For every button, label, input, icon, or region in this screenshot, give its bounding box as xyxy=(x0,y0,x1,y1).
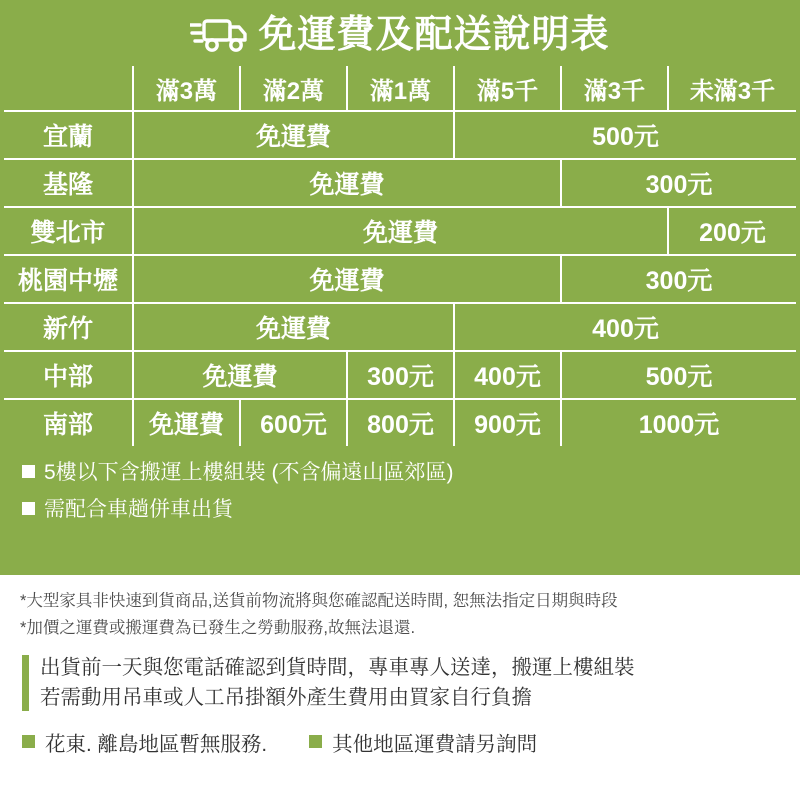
region-label: 雙北市 xyxy=(4,207,133,255)
footer-note-left: 花東. 離島地區暫無服務. xyxy=(45,732,268,756)
column-header: 滿2萬 xyxy=(240,66,347,111)
footer-note-right: 其他地區運費請另詢問 xyxy=(332,732,538,756)
square-bullet-icon xyxy=(22,735,35,748)
fee-cell: 800元 xyxy=(347,399,454,446)
fee-cell: 免運費 xyxy=(133,351,347,399)
square-bullet-icon xyxy=(22,502,35,515)
fee-cell: 200元 xyxy=(668,207,796,255)
fee-cell: 免運費 xyxy=(133,159,561,207)
fineprint-line: *大型家具非快速到貨商品,送貨前物流將與您確認配送時間, 恕無法指定日期與時段 xyxy=(20,592,618,610)
column-header: 未滿3千 xyxy=(668,66,796,111)
column-header: 滿3千 xyxy=(561,66,668,111)
region-label: 中部 xyxy=(4,351,133,399)
notes-list xyxy=(0,456,800,523)
note-text: 需配合車趟併車出貨 xyxy=(44,498,233,521)
table-corner-cell xyxy=(4,66,133,111)
region-label: 桃園中壢 xyxy=(4,255,133,303)
fee-cell: 免運費 xyxy=(133,399,240,446)
shipping-fee-table xyxy=(4,66,796,446)
page-header xyxy=(0,0,800,66)
highlight-block xyxy=(22,655,782,711)
vertical-bar-icon xyxy=(22,655,29,711)
column-header: 滿5千 xyxy=(454,66,561,111)
fee-cell: 500元 xyxy=(454,111,796,159)
square-bullet-icon xyxy=(22,465,35,478)
fee-cell: 900元 xyxy=(454,399,561,446)
highlight-line: 若需動用吊車或人工吊掛額外產生費用由買家自行負擔 xyxy=(40,686,532,710)
region-label: 新竹 xyxy=(4,303,133,351)
note-item xyxy=(22,456,800,486)
fee-cell: 免運費 xyxy=(133,111,454,159)
highlight-line: 出貨前一天與您電話確認到貨時間，專車專人送達，搬運上樓組裝 xyxy=(40,655,635,679)
footer-notes xyxy=(22,727,782,757)
fee-cell: 400元 xyxy=(454,351,561,399)
region-label: 南部 xyxy=(4,399,133,446)
table-head xyxy=(4,66,796,111)
region-label: 基隆 xyxy=(4,159,133,207)
fee-cell: 500元 xyxy=(561,351,796,399)
disclaimer-panel xyxy=(0,575,800,800)
truck-icon xyxy=(190,15,248,55)
region-label: 宜蘭 xyxy=(4,111,133,159)
table-row xyxy=(4,111,796,159)
column-header: 滿3萬 xyxy=(133,66,240,111)
fee-cell: 600元 xyxy=(240,399,347,446)
table-row xyxy=(4,159,796,207)
table-row xyxy=(4,303,796,351)
note-item xyxy=(22,493,800,523)
table-row xyxy=(4,399,796,446)
fineprint-line: *加價之運費或搬運費為已發生之勞動服務,故無法退還. xyxy=(20,618,416,637)
fee-cell: 免運費 xyxy=(133,303,454,351)
table-header-row xyxy=(4,66,796,111)
fee-cell: 400元 xyxy=(454,303,796,351)
column-header: 滿1萬 xyxy=(347,66,454,111)
table-body xyxy=(4,111,796,446)
fee-cell: 300元 xyxy=(561,159,796,207)
fee-cell: 免運費 xyxy=(133,207,668,255)
fee-cell: 300元 xyxy=(347,351,454,399)
fee-cell: 1000元 xyxy=(561,399,796,446)
table-row xyxy=(4,351,796,399)
note-text: 5樓以下含搬運上樓組裝 (不含偏遠山區郊區) xyxy=(44,461,454,484)
fee-cell: 免運費 xyxy=(133,255,561,303)
square-bullet-icon xyxy=(309,735,322,748)
highlight-lines xyxy=(40,655,635,711)
table-row xyxy=(4,255,796,303)
table-row xyxy=(4,207,796,255)
page-title: 免運費及配送說明表 xyxy=(258,14,610,56)
fee-cell: 300元 xyxy=(561,255,796,303)
